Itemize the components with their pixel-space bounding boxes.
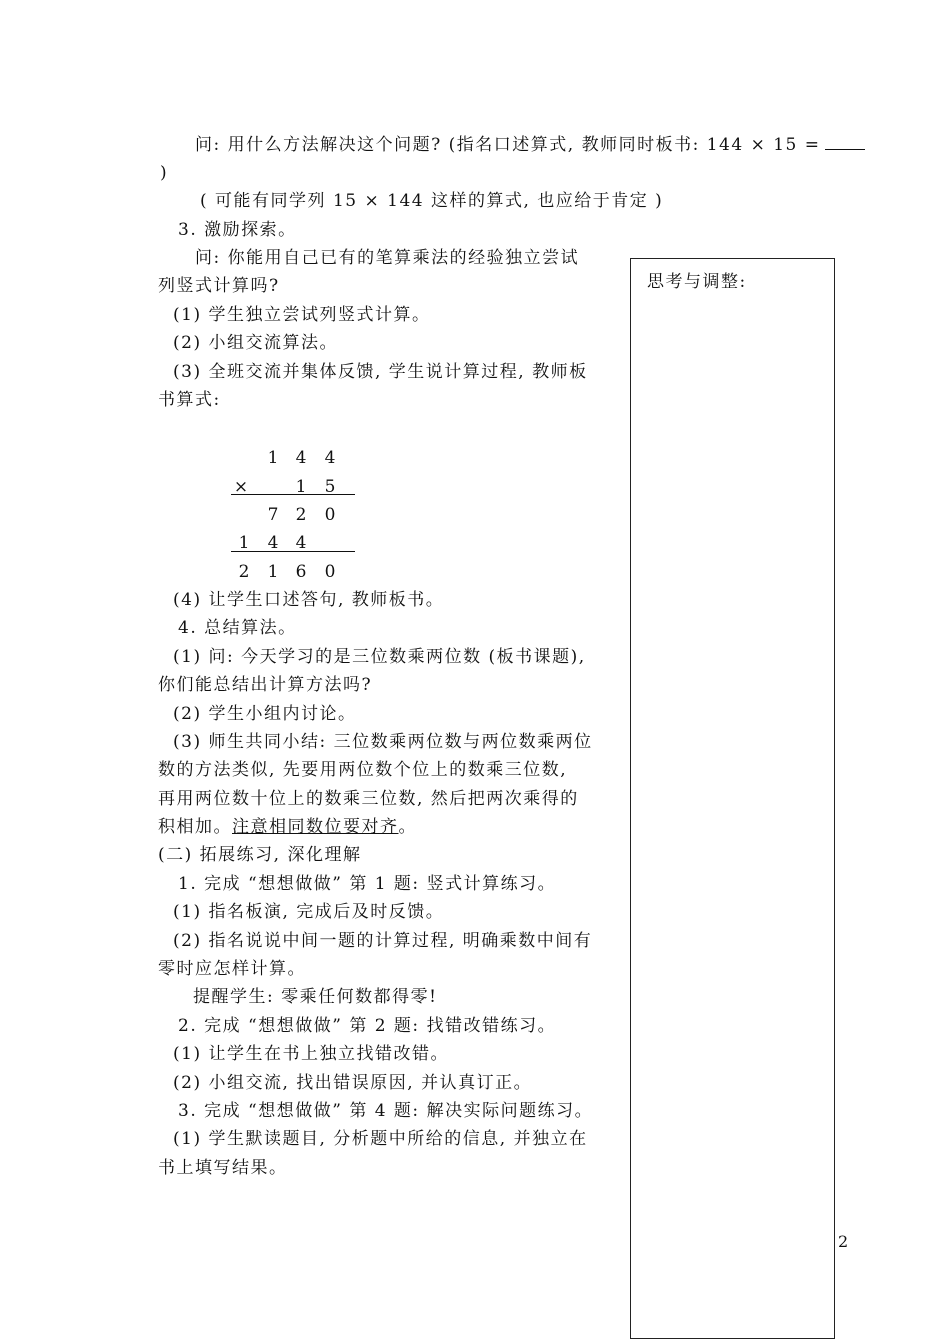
reminder: 提醒学生: 零乘任何数都得零! [193,987,438,1007]
calc-rule [231,551,355,552]
question-method-close: ) [160,163,169,183]
calc-digit: 7 [267,505,279,525]
reflection-box [630,258,835,1339]
calc-digit: 1 [295,477,307,497]
exercise-1-step-2-line-1: (2) 指名说说中间一题的计算过程, 明确乘数中间有 [173,931,593,951]
calc-rule [231,494,355,495]
question-try-line-2: 列竖式计算吗? [158,276,280,296]
exercise-1-step-2-line-2: 零时应怎样计算。 [158,959,306,979]
calc-digit: 0 [324,505,336,525]
step-4-heading: 4. 总结算法。 [178,618,297,638]
exercise-3-step-1-line-1: (1) 学生默读题目, 分析题中所给的信息, 并独立在 [173,1129,588,1149]
substep-3-line-1: (3) 全班交流并集体反馈, 学生说计算过程, 教师板 [173,362,588,382]
calc-digit: 4 [295,533,307,553]
exercise-1-step-1: (1) 指名板演, 完成后及时反馈。 [173,902,445,922]
calc-digit: 1 [238,533,250,553]
exercise-3: 3. 完成 “想想做做” 第 4 题: 解决实际问题练习。 [178,1101,594,1121]
step-3-heading: 3. 激励探索。 [178,220,297,240]
calc-digit: 4 [295,448,307,468]
question-try-line-1: 问: 你能用自己已有的笔算乘法的经验独立尝试 [195,248,580,268]
calc-digit: 4 [324,448,336,468]
summary-1-line-2: 你们能总结出计算方法吗? [158,675,373,695]
exercise-2: 2. 完成 “想想做做” 第 2 题: 找错改错练习。 [178,1016,557,1036]
summary-1-line-1: (1) 问: 今天学习的是三位数乘两位数 (板书课题), [173,647,586,667]
reflection-box-title: 思考与调整: [647,272,747,292]
calc-digit: 1 [267,562,279,582]
calc-digit: 1 [267,448,279,468]
calc-digit: 2 [238,562,250,582]
exercise-2-step-2: (2) 小组交流, 找出错误原因, 并认真订正。 [173,1073,533,1093]
summary-3-line-1: (3) 师生共同小结: 三位数乘两位数与两位数乘两位 [173,732,593,752]
page-number: 2 [838,1232,849,1251]
substep-2: (2) 小组交流算法。 [173,333,338,353]
summary-3-line-2: 数的方法类似, 先要用两位数个位上的数乘三位数, [158,760,568,780]
substep-3-line-2: 书算式: [158,390,221,410]
calc-times-sign: × [233,477,249,497]
calc-digit: 2 [295,505,307,525]
summary-3-line-4: 积相加。注意相同数位要对齐。 [158,817,417,837]
calc-digit: 6 [295,562,307,582]
calc-digit: 5 [324,477,336,497]
summary-3-line-3: 再用两位数十位上的数乘三位数, 然后把两次乘得的 [158,789,579,809]
answer-blank [825,135,865,150]
part-2-heading: (二) 拓展练习, 深化理解 [158,845,362,865]
exercise-1: 1. 完成 “想想做做” 第 1 题: 竖式计算练习。 [178,874,557,894]
calc-digit: 4 [267,533,279,553]
exercise-2-step-1: (1) 让学生在书上独立找错改错。 [173,1044,449,1064]
calc-digit: 0 [324,562,336,582]
summary-2: (2) 学生小组内讨论。 [173,704,357,724]
substep-4: (4) 让学生口述答句, 教师板书。 [173,590,445,610]
exercise-3-step-1-line-2: 书上填写结果。 [158,1158,288,1178]
question-method: 问: 用什么方法解决这个问题? (指名口述算式, 教师同时板书: 144 × 15 = [195,134,865,156]
alternative-formula-note: ( 可能有同学列 15 × 144 这样的算式, 也应给于肯定 ) [200,191,664,211]
align-note: 注意相同数位要对齐 [232,817,399,837]
substep-1: (1) 学生独立尝试列竖式计算。 [173,305,431,325]
